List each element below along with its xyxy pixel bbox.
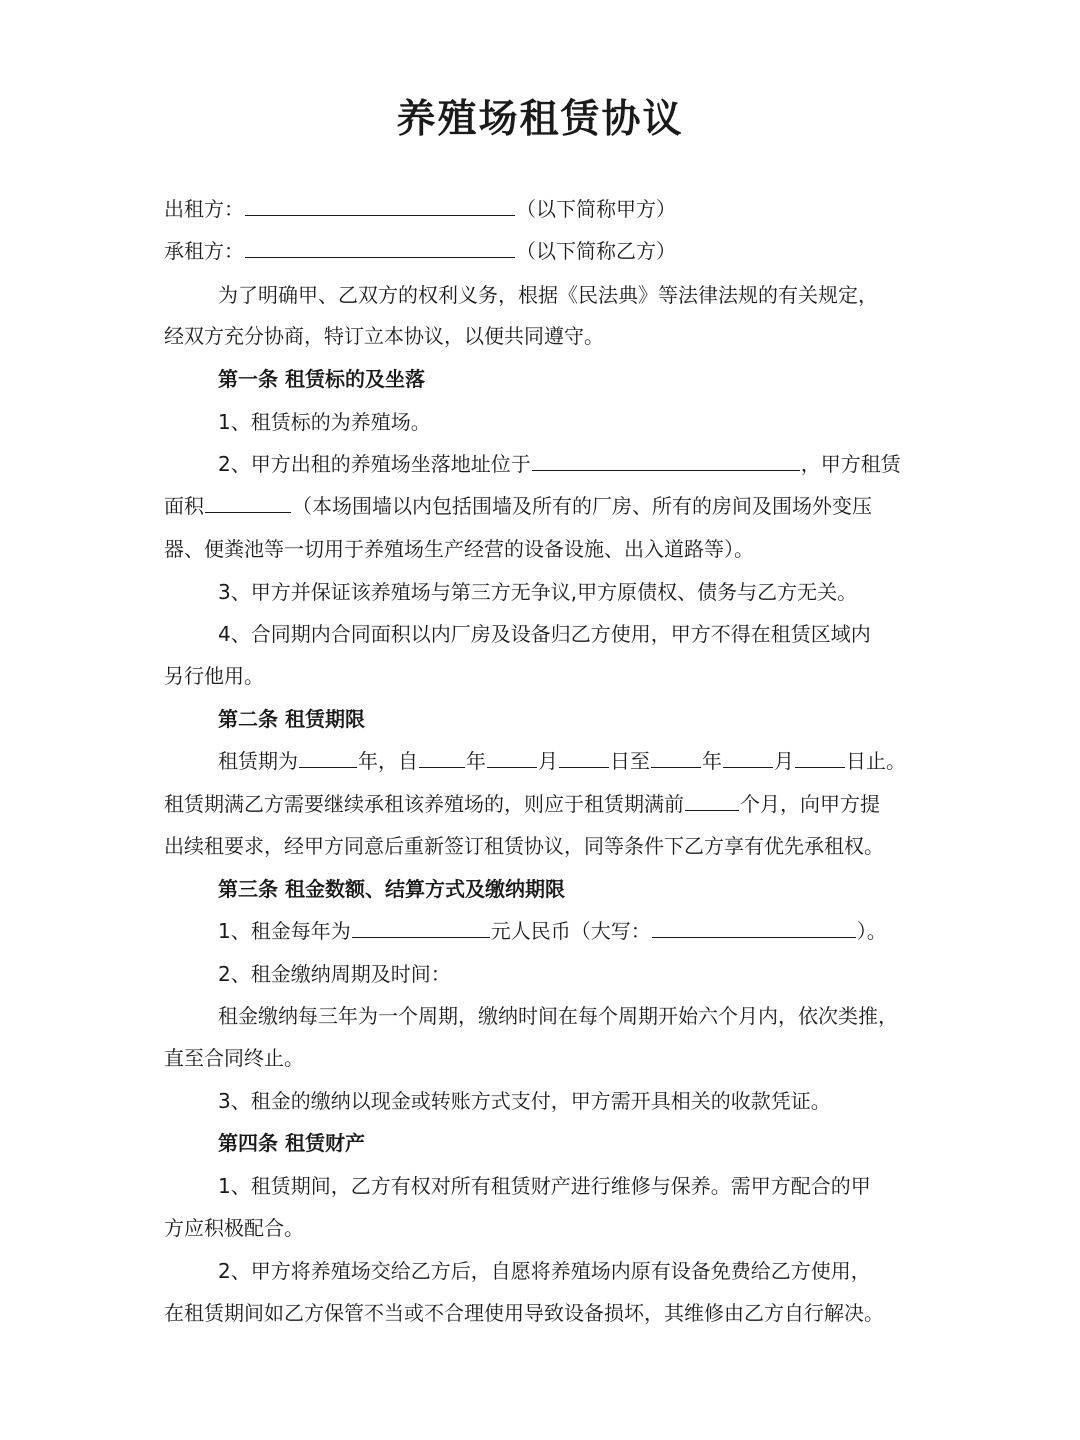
article1-item2-line1 [218,450,901,478]
end-year-blank[interactable] [651,747,701,768]
document-title: 养殖场租赁协议 [396,97,684,142]
article4-item2-line2: 在租赁期间如乙方保管不当或不合理使用导致设备损坏，其维修由乙方自行解决。 [164,1301,884,1325]
rent-amount-words-blank[interactable] [652,917,856,938]
end-month-blank[interactable] [723,747,773,768]
renewal-text-b: 个月，向甲方提 [740,792,880,816]
article1-item2-text-a: 2、甲方出租的养殖场坐落地址位于 [218,452,531,476]
start-month-blank[interactable] [487,747,537,768]
article1-item4-line1: 4、合同期内合同面积以内厂房及设备归乙方使用，甲方不得在租赁区域内 [218,622,871,646]
lessee-label: 承租方： [164,239,244,263]
article1-item3: 3、甲方并保证该养殖场与第三方无争议,甲方原债权、债务与乙方无关。 [218,580,858,604]
article4-item1-line1: 1、租赁期间，乙方有权对所有租赁财产进行维修与保养。需甲方配合的甲 [218,1174,871,1198]
article3-heading: 第三条 租金数额、结算方式及缴纳期限 [218,877,565,901]
term-text-c: 年 [466,749,486,773]
intro-line-2: 经双方充分协商，特订立本协议，以便共同遵守。 [164,324,604,348]
article1-heading: 第一条 租赁标的及坐落 [218,367,425,391]
article2-renewal-line1 [164,790,880,818]
renewal-months-blank[interactable] [685,790,739,811]
term-years-blank[interactable] [299,747,357,768]
address-blank[interactable] [532,450,800,471]
article3-item2-detail-line2: 直至合同终止。 [164,1046,304,1070]
article4-heading: 第四条 租赁财产 [218,1131,365,1155]
lessor-blank[interactable] [245,195,515,216]
article1-item2-line2 [164,492,872,520]
area-blank[interactable] [205,492,291,513]
article1-item2-text-c: 面积 [164,494,204,518]
rent-amount-blank[interactable] [352,917,490,938]
term-text-a: 租赁期为 [218,749,298,773]
article2-heading: 第二条 租赁期限 [218,707,365,731]
term-text-g: 月 [774,749,794,773]
lessor-line [164,195,676,223]
lessee-line [164,237,676,265]
term-text-d: 月 [538,749,558,773]
article3-item3: 3、租金的缴纳以现金或转账方式支付，甲方需开具相关的收款凭证。 [218,1089,831,1113]
article2-term-line [218,747,906,775]
lessee-suffix: （以下简称乙方） [516,239,676,263]
article4-item2-line1: 2、甲方将养殖场交给乙方后，自愿将养殖场内原有设备免费给乙方使用， [218,1259,871,1283]
start-day-blank[interactable] [559,747,609,768]
article1-item2-line3: 器、便粪池等一切用于养殖场生产经营的设备设施、出入道路等）。 [164,537,754,561]
lessor-suffix: （以下简称甲方） [516,197,676,221]
lessor-label: 出租方： [164,197,244,221]
term-text-f: 年 [702,749,722,773]
article2-renewal-line2: 出续租要求，经甲方同意后重新签订租赁协议，同等条件下乙方享有优先承租权。 [164,834,884,858]
article1-item1: 1、租赁标的为养殖场。 [218,410,431,434]
term-text-h: 日止。 [846,749,906,773]
article4-item1-line2: 方应积极配合。 [164,1216,304,1240]
article1-item2-text-d: （本场围墙以内包括围墙及所有的厂房、所有的房间及围场外变压 [292,494,872,518]
rent-text-c: ）。 [856,919,887,943]
article1-item2-text-b: ，甲方租赁 [800,452,901,476]
intro-line-1: 为了明确甲、乙双方的权利义务，根据《民法典》等法律法规的有关规定， [218,283,878,307]
term-text-e: 日至 [610,749,650,773]
renewal-text-a: 租赁期满乙方需要继续承租该养殖场的，则应于租赁期满前 [164,792,684,816]
start-year-blank[interactable] [419,747,465,768]
term-text-b: 年，自 [358,749,418,773]
rent-text-b: 元人民币（大写： [490,919,651,943]
article3-item2-detail-line1: 租金缴纳每三年为一个周期，缴纳时间在每个周期开始六个月内，依次类推， [218,1004,898,1028]
end-day-blank[interactable] [795,747,845,768]
article3-item2: 2、租金缴纳周期及时间： [218,962,451,986]
rent-text-a: 1、租金每年为 [218,919,351,943]
article1-item4-line2: 另行他用。 [164,664,264,688]
lessee-blank[interactable] [245,237,515,258]
article3-item1 [218,917,887,945]
